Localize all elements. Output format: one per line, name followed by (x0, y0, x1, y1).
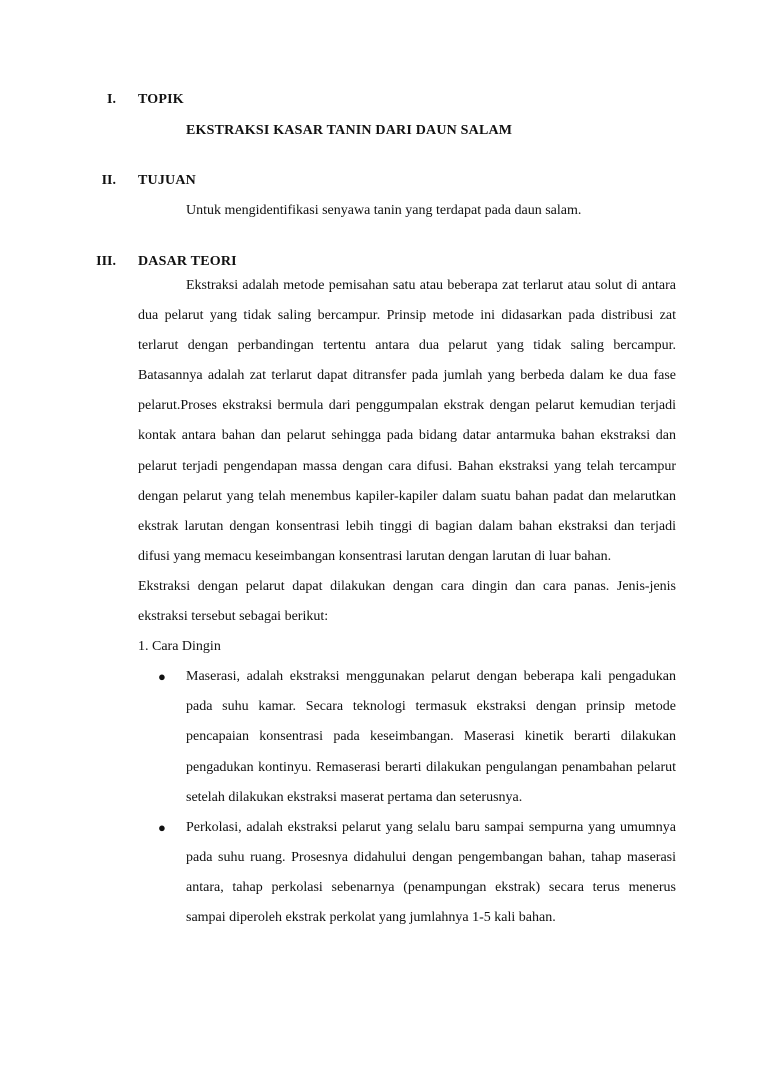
list-item-text: Perkolasi, adalah ekstraksi pelarut yang selalu baru sampai sempurna yang umumnya pada suhu ruang. Prosesnya didahului dengan pengembangan bahan, tahap maserasi antara, tahap perkolasi sebenarnya (penampungan ekstrak) secara terus menerus sampai diperoleh ekstrak perkolat yang jumlahnya 1-5 kali bahan. (186, 819, 676, 925)
section-number: III. (96, 254, 116, 269)
bullet-list (138, 662, 676, 933)
list-item-text: Maserasi, adalah ekstraksi menggunakan pelarut dengan beberapa kali pengadukan pada suhu kamar. Secara teknologi termasuk ekstraksi dengan prinsip metode pencapaian konsentrasi pada keseimbangan. Maserasi kinetik berarti dilakukan pengadukan kontinyu. Remaserasi berarti dilakukan pengulangan penambahan pelarut setelah dilakukan ekstraksi maserat pertama dan seterusnya. (186, 669, 676, 805)
paragraph: Ekstraksi dengan pelarut dapat dilakukan dengan cara dingin dan cara panas. Jenis-jenis ekstraksi tersebut sebagai berikut: (138, 578, 676, 625)
bullet-icon: ● (158, 669, 166, 685)
dasar-teori-body (138, 271, 676, 933)
topic-title: EKSTRAKSI KASAR TANIN DARI DAUN SALAM (186, 123, 513, 138)
section-number: II. (101, 173, 116, 188)
bullet-icon: ● (158, 819, 166, 835)
paragraph: Ekstraksi adalah metode pemisahan satu atau beberapa zat terlarut atau solut di antara dua pelarut yang tidak saling bercampur. Prinsip metode ini didasarkan pada distribusi zat terlarut dengan perbandingan tertentu antara dua pelarut yang tidak saling bercampur. Batasannya adalah zat terlarut dapat ditransfer pada jumlah yang berbeda dalam ke dua fase pelarut.Proses ekstraksi bermula dari penggumpalan ekstrak dengan pelarut kemudian terjadi kontak antara bahan dan pelarut sehingga pada bidang datar antarmuka bahan ekstraksi dan pelarut terjadi pengendapan massa dengan cara difusi. Bahan ekstraksi yang telah tercampur dengan pelarut yang telah menembus kapiler-kapiler dalam suatu bahan padat dan melarutkan ekstrak larutan dengan konsentrasi lebih tinggi di bagian dalam bahan ekstraksi dan terjadi difusi yang memacu keseimbangan konsentrasi larutan dengan larutan di luar bahan. (138, 278, 676, 564)
tujuan-text: Untuk mengidentifikasi senyawa tanin yang terdapat pada daun salam. (186, 203, 582, 218)
list-item (138, 813, 676, 933)
list-title: 1. Cara Dingin (138, 639, 221, 655)
section-heading: DASAR TEORI (138, 254, 237, 269)
section-number: I. (107, 92, 116, 107)
list-item (138, 662, 676, 812)
section-heading: TOPIK (138, 92, 184, 107)
section-heading: TUJUAN (138, 173, 196, 188)
